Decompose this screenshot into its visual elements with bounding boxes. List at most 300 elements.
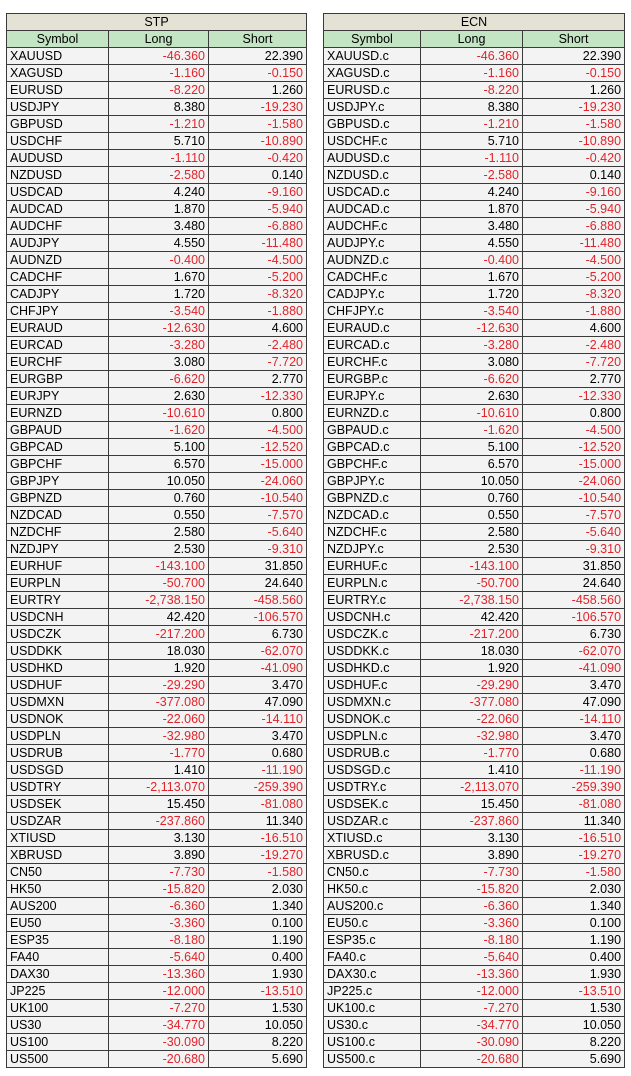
symbol-cell: AUS200 <box>7 898 109 915</box>
table-row <box>7 524 307 541</box>
symbol-cell: XAGUSD.c <box>324 65 421 82</box>
symbol-cell: US100.c <box>324 1034 421 1051</box>
symbol-cell: NZDUSD <box>7 167 109 184</box>
symbol-cell: USDSGD <box>7 762 109 779</box>
table-row <box>7 82 307 99</box>
symbol-cell: ESP35.c <box>324 932 421 949</box>
long-cell: -2,113.070 <box>421 779 523 796</box>
long-cell: -0.400 <box>421 252 523 269</box>
long-cell: -29.290 <box>109 677 209 694</box>
symbol-cell: USDDKK.c <box>324 643 421 660</box>
symbol-cell: HK50 <box>7 881 109 898</box>
long-cell: -30.090 <box>421 1034 523 1051</box>
symbol-cell: GBPAUD <box>7 422 109 439</box>
table-row <box>7 507 307 524</box>
short-cell: 1.190 <box>209 932 307 949</box>
short-cell: 11.340 <box>209 813 307 830</box>
table-row <box>324 728 625 745</box>
symbol-cell: AUDNZD.c <box>324 252 421 269</box>
table-row <box>324 184 625 201</box>
table-row <box>324 303 625 320</box>
long-cell: 1.720 <box>421 286 523 303</box>
table-row <box>7 405 307 422</box>
table-row <box>324 779 625 796</box>
table-row <box>7 320 307 337</box>
symbol-cell: EURCAD <box>7 337 109 354</box>
long-cell: 1.410 <box>109 762 209 779</box>
short-cell: 2.770 <box>523 371 625 388</box>
short-cell: -12.520 <box>523 439 625 456</box>
long-cell: -29.290 <box>421 677 523 694</box>
symbol-cell: USDZAR <box>7 813 109 830</box>
long-cell: -46.360 <box>421 48 523 65</box>
symbol-cell: US30 <box>7 1017 109 1034</box>
long-cell: -32.980 <box>421 728 523 745</box>
symbol-cell: ESP35 <box>7 932 109 949</box>
symbol-cell: EURHUF.c <box>324 558 421 575</box>
symbol-cell: CADCHF <box>7 269 109 286</box>
table-row <box>324 456 625 473</box>
long-cell: 2.580 <box>109 524 209 541</box>
short-cell: -11.480 <box>209 235 307 252</box>
long-cell: 3.130 <box>421 830 523 847</box>
short-cell: 47.090 <box>523 694 625 711</box>
long-cell: 1.920 <box>421 660 523 677</box>
long-cell: -6.620 <box>109 371 209 388</box>
table-title: STP <box>7 14 307 31</box>
short-cell: 47.090 <box>209 694 307 711</box>
table-row <box>324 490 625 507</box>
long-cell: 1.920 <box>109 660 209 677</box>
symbol-cell: AUDCHF <box>7 218 109 235</box>
symbol-cell: USDMXN.c <box>324 694 421 711</box>
table-row <box>7 881 307 898</box>
symbol-cell: USDCZK <box>7 626 109 643</box>
short-cell: -9.310 <box>523 541 625 558</box>
short-cell: -8.320 <box>209 286 307 303</box>
long-cell: 42.420 <box>109 609 209 626</box>
symbol-cell: EURPLN.c <box>324 575 421 592</box>
long-cell: -7.730 <box>421 864 523 881</box>
symbol-cell: NZDUSD.c <box>324 167 421 184</box>
long-cell: 4.550 <box>109 235 209 252</box>
short-cell: 24.640 <box>523 575 625 592</box>
long-cell: -1.770 <box>421 745 523 762</box>
symbol-cell: USDRUB.c <box>324 745 421 762</box>
long-cell: -22.060 <box>109 711 209 728</box>
column-header-symbol: Symbol <box>324 31 421 48</box>
short-cell: -15.000 <box>209 456 307 473</box>
long-cell: 1.720 <box>109 286 209 303</box>
long-cell: -3.280 <box>421 337 523 354</box>
table-row <box>7 677 307 694</box>
table-row <box>324 694 625 711</box>
short-cell: -81.080 <box>523 796 625 813</box>
short-cell: 6.730 <box>523 626 625 643</box>
table-row <box>324 337 625 354</box>
table-row <box>7 541 307 558</box>
short-cell: 1.530 <box>523 1000 625 1017</box>
short-cell: 1.530 <box>209 1000 307 1017</box>
short-cell: -12.330 <box>523 388 625 405</box>
symbol-cell: GBPCAD.c <box>324 439 421 456</box>
symbol-cell: USDZAR.c <box>324 813 421 830</box>
long-cell: 42.420 <box>421 609 523 626</box>
long-cell: -377.080 <box>109 694 209 711</box>
long-cell: 3.130 <box>109 830 209 847</box>
short-cell: 5.690 <box>209 1051 307 1068</box>
long-cell: 3.480 <box>421 218 523 235</box>
table-row <box>7 354 307 371</box>
long-cell: -7.730 <box>109 864 209 881</box>
symbol-cell: FA40.c <box>324 949 421 966</box>
short-cell: -19.230 <box>523 99 625 116</box>
table-row <box>7 1017 307 1034</box>
symbol-cell: USDMXN <box>7 694 109 711</box>
table-row <box>324 269 625 286</box>
table-row <box>324 745 625 762</box>
table-row <box>7 269 307 286</box>
long-cell: -8.180 <box>421 932 523 949</box>
symbol-cell: AUDNZD <box>7 252 109 269</box>
short-cell: 3.470 <box>209 677 307 694</box>
symbol-cell: EURAUD <box>7 320 109 337</box>
table-row <box>324 711 625 728</box>
long-cell: 1.670 <box>109 269 209 286</box>
short-cell: 1.930 <box>523 966 625 983</box>
short-cell: -1.580 <box>523 864 625 881</box>
symbol-cell: USDHUF <box>7 677 109 694</box>
long-cell: 8.380 <box>421 99 523 116</box>
short-cell: 10.050 <box>523 1017 625 1034</box>
table-row <box>7 65 307 82</box>
long-cell: -6.360 <box>109 898 209 915</box>
short-cell: -0.420 <box>209 150 307 167</box>
symbol-cell: EURJPY <box>7 388 109 405</box>
long-cell: -12.000 <box>109 983 209 1000</box>
symbol-cell: FA40 <box>7 949 109 966</box>
long-cell: 1.670 <box>421 269 523 286</box>
table-row <box>7 201 307 218</box>
long-cell: -46.360 <box>109 48 209 65</box>
short-cell: -81.080 <box>209 796 307 813</box>
long-cell: 4.240 <box>421 184 523 201</box>
long-cell: -10.610 <box>109 405 209 422</box>
symbol-cell: USDCAD.c <box>324 184 421 201</box>
table-row <box>7 983 307 1000</box>
short-cell: 2.030 <box>523 881 625 898</box>
symbol-cell: USDPLN <box>7 728 109 745</box>
symbol-cell: EURJPY.c <box>324 388 421 405</box>
table-row <box>7 796 307 813</box>
table-row <box>324 1034 625 1051</box>
short-cell: -13.510 <box>209 983 307 1000</box>
table-row <box>324 1051 625 1068</box>
long-cell: -2,113.070 <box>109 779 209 796</box>
table-row <box>324 932 625 949</box>
table-row <box>7 371 307 388</box>
symbol-cell: USDHUF.c <box>324 677 421 694</box>
short-cell: -0.150 <box>523 65 625 82</box>
short-cell: -259.390 <box>523 779 625 796</box>
short-cell: -1.580 <box>209 864 307 881</box>
long-cell: -143.100 <box>421 558 523 575</box>
table-row <box>324 1000 625 1017</box>
symbol-cell: EURAUD.c <box>324 320 421 337</box>
long-cell: -2,738.150 <box>109 592 209 609</box>
table-row <box>324 286 625 303</box>
long-cell: 10.050 <box>109 473 209 490</box>
symbol-cell: GBPNZD.c <box>324 490 421 507</box>
short-cell: -7.720 <box>209 354 307 371</box>
short-cell: -62.070 <box>209 643 307 660</box>
short-cell: -1.580 <box>523 116 625 133</box>
short-cell: -1.880 <box>209 303 307 320</box>
short-cell: -106.570 <box>523 609 625 626</box>
stp-swap-table <box>6 13 307 1068</box>
table-row <box>7 1051 307 1068</box>
table-row <box>324 864 625 881</box>
symbol-cell: DAX30 <box>7 966 109 983</box>
table-row <box>7 660 307 677</box>
column-header-long: Long <box>109 31 209 48</box>
table-row <box>7 830 307 847</box>
short-cell: -4.500 <box>209 252 307 269</box>
symbol-cell: GBPCHF <box>7 456 109 473</box>
symbol-cell: USDCNH <box>7 609 109 626</box>
table-row <box>7 694 307 711</box>
symbol-cell: XBRUSD.c <box>324 847 421 864</box>
table-row <box>324 966 625 983</box>
short-cell: 0.140 <box>523 167 625 184</box>
symbol-cell: XTIUSD <box>7 830 109 847</box>
long-cell: -22.060 <box>421 711 523 728</box>
table-row <box>324 592 625 609</box>
symbol-cell: GBPUSD.c <box>324 116 421 133</box>
symbol-cell: AUDCAD.c <box>324 201 421 218</box>
symbol-cell: USDNOK.c <box>324 711 421 728</box>
long-cell: -12.630 <box>421 320 523 337</box>
short-cell: -0.150 <box>209 65 307 82</box>
table-row <box>7 558 307 575</box>
table-row <box>7 847 307 864</box>
long-cell: 5.100 <box>109 439 209 456</box>
symbol-cell: NZDJPY <box>7 541 109 558</box>
short-cell: -5.940 <box>523 201 625 218</box>
long-cell: -32.980 <box>109 728 209 745</box>
short-cell: -6.880 <box>523 218 625 235</box>
symbol-cell: CADJPY.c <box>324 286 421 303</box>
short-cell: 3.470 <box>523 677 625 694</box>
symbol-cell: EURTRY.c <box>324 592 421 609</box>
long-cell: -8.180 <box>109 932 209 949</box>
symbol-cell: USDSEK <box>7 796 109 813</box>
table-row <box>7 150 307 167</box>
long-cell: 1.870 <box>421 201 523 218</box>
table-row <box>7 711 307 728</box>
long-cell: -1.770 <box>109 745 209 762</box>
long-cell: 8.380 <box>109 99 209 116</box>
short-cell: -1.580 <box>209 116 307 133</box>
short-cell: -9.160 <box>523 184 625 201</box>
symbol-cell: GBPCAD <box>7 439 109 456</box>
short-cell: -10.890 <box>523 133 625 150</box>
short-cell: -41.090 <box>209 660 307 677</box>
long-cell: -1.110 <box>109 150 209 167</box>
long-cell: 18.030 <box>109 643 209 660</box>
long-cell: -1.210 <box>421 116 523 133</box>
long-cell: -377.080 <box>421 694 523 711</box>
symbol-cell: HK50.c <box>324 881 421 898</box>
long-cell: -5.640 <box>421 949 523 966</box>
short-cell: 22.390 <box>523 48 625 65</box>
long-cell: 5.710 <box>109 133 209 150</box>
symbol-cell: EU50 <box>7 915 109 932</box>
table-row <box>324 983 625 1000</box>
short-cell: -12.330 <box>209 388 307 405</box>
long-cell: 5.100 <box>421 439 523 456</box>
short-cell: -10.540 <box>209 490 307 507</box>
long-cell: -50.700 <box>109 575 209 592</box>
table-row <box>324 201 625 218</box>
short-cell: 0.100 <box>209 915 307 932</box>
symbol-cell: CADCHF.c <box>324 269 421 286</box>
long-cell: -1.620 <box>109 422 209 439</box>
short-cell: 0.680 <box>523 745 625 762</box>
table-row <box>324 99 625 116</box>
long-cell: -1.110 <box>421 150 523 167</box>
long-cell: -3.280 <box>109 337 209 354</box>
table-row <box>324 898 625 915</box>
short-cell: -41.090 <box>523 660 625 677</box>
table-row <box>324 507 625 524</box>
short-cell: -24.060 <box>523 473 625 490</box>
table-row <box>7 167 307 184</box>
long-cell: -1.210 <box>109 116 209 133</box>
long-cell: 2.530 <box>109 541 209 558</box>
long-cell: -237.860 <box>421 813 523 830</box>
symbol-cell: EURUSD <box>7 82 109 99</box>
table-row <box>324 116 625 133</box>
table-title: ECN <box>324 14 625 31</box>
table-row <box>324 660 625 677</box>
long-cell: 4.240 <box>109 184 209 201</box>
short-cell: 0.140 <box>209 167 307 184</box>
table-row <box>7 932 307 949</box>
short-cell: -16.510 <box>209 830 307 847</box>
table-row <box>324 524 625 541</box>
short-cell: 10.050 <box>209 1017 307 1034</box>
table-row <box>7 626 307 643</box>
short-cell: -4.500 <box>209 422 307 439</box>
symbol-cell: US30.c <box>324 1017 421 1034</box>
short-cell: -19.270 <box>523 847 625 864</box>
symbol-cell: AUDUSD.c <box>324 150 421 167</box>
long-cell: -3.360 <box>421 915 523 932</box>
long-cell: 6.570 <box>109 456 209 473</box>
column-header-short: Short <box>209 31 307 48</box>
short-cell: -458.560 <box>209 592 307 609</box>
long-cell: -217.200 <box>109 626 209 643</box>
long-cell: -6.620 <box>421 371 523 388</box>
symbol-cell: USDDKK <box>7 643 109 660</box>
short-cell: -19.270 <box>209 847 307 864</box>
long-cell: 5.710 <box>421 133 523 150</box>
symbol-cell: EURPLN <box>7 575 109 592</box>
table-row <box>7 337 307 354</box>
short-cell: 8.220 <box>523 1034 625 1051</box>
table-row <box>324 422 625 439</box>
symbol-cell: EURHUF <box>7 558 109 575</box>
short-cell: 0.680 <box>209 745 307 762</box>
symbol-cell: CN50.c <box>324 864 421 881</box>
long-cell: -7.270 <box>421 1000 523 1017</box>
table-row <box>7 456 307 473</box>
symbol-cell: USDJPY <box>7 99 109 116</box>
symbol-cell: JP225.c <box>324 983 421 1000</box>
short-cell: -259.390 <box>209 779 307 796</box>
symbol-cell: USDNOK <box>7 711 109 728</box>
table-row <box>7 490 307 507</box>
long-cell: 3.890 <box>109 847 209 864</box>
short-cell: 5.690 <box>523 1051 625 1068</box>
short-cell: 2.770 <box>209 371 307 388</box>
long-cell: 2.580 <box>421 524 523 541</box>
symbol-cell: EURNZD <box>7 405 109 422</box>
table-row <box>7 99 307 116</box>
long-cell: -20.680 <box>109 1051 209 1068</box>
symbol-cell: EURTRY <box>7 592 109 609</box>
short-cell: -7.720 <box>523 354 625 371</box>
table-row <box>7 966 307 983</box>
long-cell: -8.220 <box>109 82 209 99</box>
short-cell: 1.930 <box>209 966 307 983</box>
long-cell: 0.760 <box>421 490 523 507</box>
long-cell: -7.270 <box>109 1000 209 1017</box>
short-cell: -9.160 <box>209 184 307 201</box>
long-cell: -13.360 <box>109 966 209 983</box>
table-row <box>7 133 307 150</box>
symbol-cell: GBPUSD <box>7 116 109 133</box>
table-row <box>7 609 307 626</box>
long-cell: -143.100 <box>109 558 209 575</box>
long-cell: -8.220 <box>421 82 523 99</box>
symbol-cell: XAUUSD <box>7 48 109 65</box>
table-row <box>324 167 625 184</box>
table-row <box>324 1017 625 1034</box>
symbol-cell: XBRUSD <box>7 847 109 864</box>
long-cell: -13.360 <box>421 966 523 983</box>
short-cell: -106.570 <box>209 609 307 626</box>
table-row <box>7 303 307 320</box>
table-row <box>324 439 625 456</box>
symbol-cell: NZDCHF <box>7 524 109 541</box>
short-cell: 8.220 <box>209 1034 307 1051</box>
table-row <box>7 48 307 65</box>
short-cell: -11.190 <box>523 762 625 779</box>
long-cell: -15.820 <box>109 881 209 898</box>
short-cell: 31.850 <box>209 558 307 575</box>
long-cell: 15.450 <box>421 796 523 813</box>
long-cell: -1.620 <box>421 422 523 439</box>
symbol-cell: AUDUSD <box>7 150 109 167</box>
column-header-short: Short <box>523 31 625 48</box>
table-row <box>324 48 625 65</box>
long-cell: -15.820 <box>421 881 523 898</box>
long-cell: -3.360 <box>109 915 209 932</box>
long-cell: 2.530 <box>421 541 523 558</box>
table-row <box>324 65 625 82</box>
